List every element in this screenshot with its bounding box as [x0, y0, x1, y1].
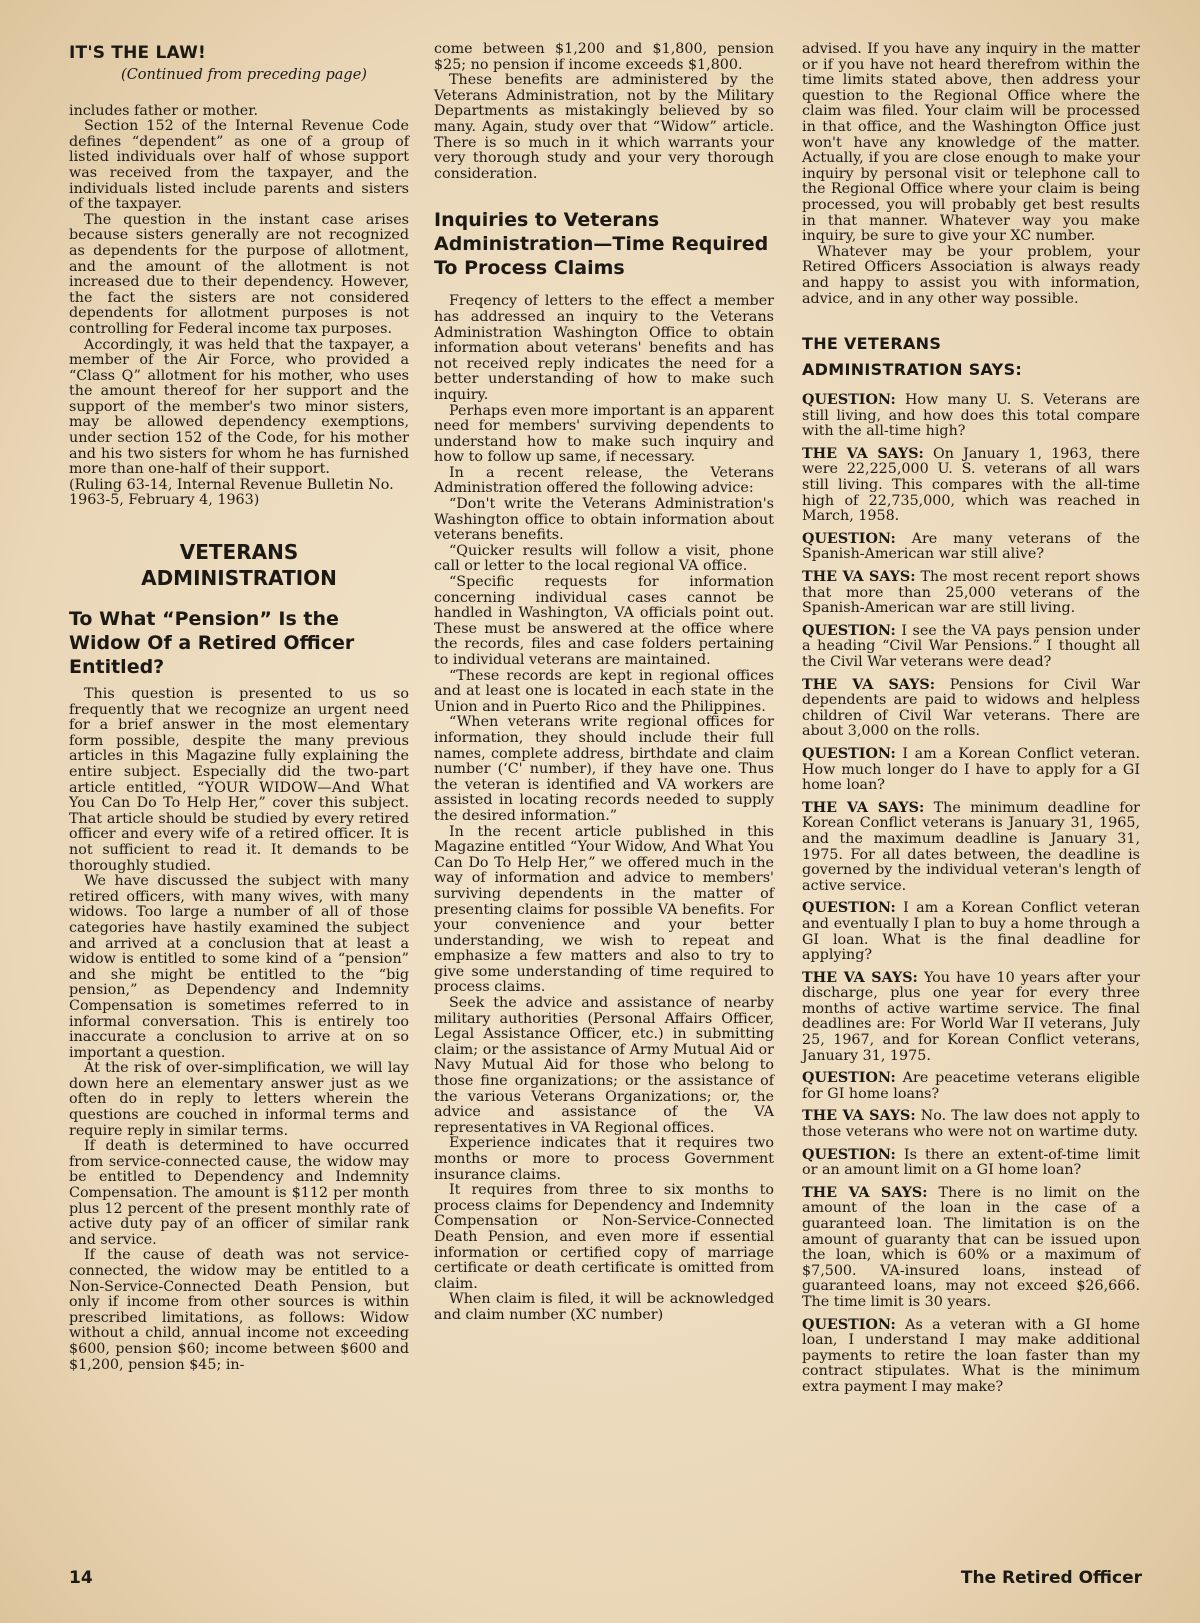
paragraph: Whatever may be your problem, your Retired Officers Association is always ready and happy to assist you with information, advice, and in any other way possible.: [802, 243, 1140, 307]
article-title: Inquiries to Veterans Administration—Time Required To Process Claims: [434, 209, 769, 280]
paragraph: We have discussed the subject with many retired officers, with many wives, with many widows. Too large a number of all of those categories have hastily examined the subject and arrived at a conclusion that at least a widow is entitled to some kind of a “pension” and she might be entitled to the “big pension,” as Dependency and Indemnity Compensation is sometimes referred to in informal conversation. This is entirely too inaccurate a conclusion to arrive at on so important a question.: [69, 873, 409, 1061]
entry-text: I see the VA pays pension under a heading “Civil War Pensions.” I thought all the Civil War veterans were dead?: [802, 622, 1141, 670]
paragraph: If the cause of death was not service-connected, the widow may be entitled to a Non-Service-Connected Death Pension, but only if income from other sources is within prescribed limitations, as follows: Widow without a child, annual income not exceeding $600, pension $60; income between $600 and $1,200, pension $45; in-: [69, 1247, 409, 1373]
entry-text: I am a Korean Conflict veteran and eventually I plan to buy a home through a GI loan. What is the final deadline for applying?: [802, 900, 1140, 964]
answer-label: THE VA SAYS:: [802, 969, 918, 986]
answer-label: THE VA SAYS:: [802, 799, 925, 816]
qa-list: [802, 393, 1140, 1395]
entry-text: You have 10 years after your discharge, plus one year for every three months of active wartime service. The final deadlines are: For World War II veterans, July 25, 1967, and for Korean Conflict veterans, January 31, 1975.: [802, 969, 1141, 1064]
quote-paragraph: “When veterans write regional offices for information, they should include their full names, complete address, birthdate and claim number (‘C' number), if they have one. Thus the veteran is identified and VA workers are assisted in locating records needed to supply the desired information.”: [434, 714, 774, 824]
continued-note: (Continued from preceding page): [121, 67, 367, 83]
paragraph: Section 152 of the Internal Revenue Code defines “dependent” as one of a group of listed individuals over half of whose support was received from the taxpayer, and the individuals listed include parents and sisters of the taxpayer.: [69, 118, 409, 213]
answer-entry: [802, 1186, 1140, 1311]
entry-text: Pensions for Civil War dependents are paid to widows and helpless children of Civil War veterans. There are about 3,000 on the rolls.: [802, 676, 1141, 740]
answer-entry: [802, 801, 1140, 895]
answer-entry: [802, 1109, 1140, 1140]
magazine-title: The Retired Officer: [960, 1568, 1142, 1588]
paragraph: Seek the advice and assistance of nearby military authorities (Personal Affairs Officer, Legal Assistance Officer, etc.) in submitting claim; or the assistance of Army Mutual Aid or Navy Mutual Aid for those who belong to those fine organizations; or the assistance of the various Veterans Organizations; or, the advice and assistance of the VA representatives in VA Regional offices.: [434, 995, 774, 1136]
quote-paragraph: “Quicker results will follow a visit, phone call or letter to the local regional VA office.: [434, 542, 774, 575]
entry-text: The most recent report shows that more than 25,000 veterans of the Spanish-American war are still living.: [802, 569, 1141, 617]
question-entry: [802, 747, 1140, 794]
column-2: [434, 42, 774, 1324]
entry-text: As a veteran with a GI home loan, I understand I may make additional payments to retire the loan faster than my contract stipulates. What is the minimum extra payment I may make?: [802, 1316, 1141, 1395]
answer-label: THE VA SAYS:: [802, 445, 924, 462]
answer-label: THE VA SAYS:: [802, 1108, 916, 1125]
paragraph: If death is determined to have occurred from service-connected cause, the widow may be entitled to Dependency and Indemnity Compensation. The amount is $112 per month plus 12 percent of the present monthly rate of active duty pay of an officer of similar rank and service.: [69, 1138, 409, 1248]
page-number: 14: [69, 1568, 93, 1588]
answer-entry: [802, 678, 1140, 740]
answer-entry: [802, 447, 1140, 525]
question-entry: [802, 393, 1140, 440]
quote-paragraph: “Specific requests for information concerning individual cases cannot be handled in Washington, VA officials point out. These must be answered at the office where the records, files and case folders pertaining to individual veterans are maintained.: [434, 574, 774, 668]
paragraph: advised. If you have any inquiry in the matter or if you have not heard therefrom within the time limits stated above, then address your question to the Regional Office where the claim was filed. Your claim will be processed in that office, and the Washington Office just won't have any knowledge of the matter. Actually, if you are close enough to make your inquiry by personal visit or telephone call to the Regional Office where your claim is being processed, you will probably get best results in that manner. Whatever way you make inquiry, be sure to give your XC number.: [802, 41, 1140, 245]
paragraph: Experience indicates that it requires two months or more to process Government insurance claims.: [434, 1135, 774, 1183]
paragraph: When claim is filed, it will be acknowledged and claim number (XC number): [434, 1291, 774, 1323]
entry-text: On January 1, 1963, there were 22,225,000 U. S. veterans of all wars still living. This compares with the all-time high of 22,735,000, which was reached in March, 1958.: [802, 445, 1140, 525]
answer-label: THE VA SAYS:: [802, 1184, 928, 1201]
question-label: QUESTION:: [802, 530, 896, 547]
question-entry: [802, 901, 1140, 963]
paragraph: This question is presented to us so frequently that we recognize an urgent need for a brief answer in the most elementary form possible, despite the many previous articles in this Magazine fully explaining the entire subject. Especially did the two-part article entitled, “YOUR WIDOW—And What You Can Do To Help Her,” cover this subject. That article should be studied by every retired officer and every wife of a retired officer. It is not sufficient to read it. It demands to be thoroughly studied.: [69, 686, 409, 874]
paragraph: These benefits are administered by the Veterans Administration, not by the Military Departments as mistakingly believed by so many. Again, study over that “Widow” article. There is so much in it which warrants your very thorough study and your very thorough consideration.: [434, 72, 774, 182]
entry-text: There is no limit on the amount of the loan in the case of a guaranteed loan. The limitation is on the amount of guaranty that can be issued upon the loan, which is 60% or a maximum of $7,500. VA-insured loans, instead of guaranteed loans, may not exceed $26,666. The time limit is 30 years.: [802, 1184, 1141, 1310]
entry-text: Are many veterans of the Spanish-American war still alive?: [802, 530, 1140, 563]
question-label: QUESTION:: [802, 622, 896, 639]
paragraph: The question in the instant case arises because sisters generally are not recognized as dependents for the purpose of allotment, and the amount of the allotment is not increased due to their dependency. However, the fact the sisters are not considered dependents for allotment purposes is not controlling for Federal income tax purposes.: [69, 211, 409, 337]
entry-text: Is there an extent-of-time limit or an amount limit on a GI home loan?: [802, 1146, 1141, 1179]
entry-text: How many U. S. Veterans are still living, and how does this total compare with the all-time high?: [802, 392, 1141, 440]
question-label: QUESTION:: [802, 900, 896, 917]
question-label: QUESTION:: [802, 1146, 896, 1163]
entry-text: I am a Korean Conflict veteran. How much longer do I have to apply for a GI home loan?: [802, 745, 1141, 794]
question-entry: [802, 532, 1140, 563]
entry-text: Are peacetime veterans eligible for GI home loans?: [802, 1070, 1141, 1102]
question-entry: [802, 624, 1140, 671]
paragraph: includes father or mother.: [69, 102, 259, 119]
section-title: THE VETERANS ADMINISTRATION SAYS:: [802, 334, 1023, 380]
paragraph: Accordingly, it was held that the taxpayer, a member of the Air Force, who provided a “Class Q” allotment for his mother, who uses the amount thereof for her support and the support of the member's two minor sisters, may be allowed dependency exemptions, under section 152 of the Code, for his mother and his two sisters for whom he has furnished more than one-half of their support.: [69, 336, 409, 478]
paragraph: In a recent release, the Veterans Administration offered the following advice:: [434, 464, 774, 497]
question-label: QUESTION:: [802, 392, 896, 409]
column-heading: IT'S THE LAW!: [69, 43, 206, 63]
paragraph: Perhaps even more important is an apparent need for members' surviving dependents to understand how to make such inquiry and how to follow up same, if necessary.: [434, 402, 774, 466]
ruling-citation: (Ruling 63-14, Internal Revenue Bulletin No. 1963-5, February 4, 1963): [69, 476, 394, 509]
paragraph: Freqency of letters to the effect a member has addressed an inquiry to the Veterans Administration Washington Office to obtain information about veterans' benefits and has not received reply indicates the need for a better understanding of how to make such inquiry.: [434, 293, 774, 403]
answer-entry: [802, 971, 1140, 1065]
paragraph: come between $1,200 and $1,800, pension $25; no pension if income exceeds $1,800.: [434, 41, 774, 73]
answer-label: THE VA SAYS:: [802, 676, 935, 693]
quote-paragraph: “These records are kept in regional offices and at least one is located in each state in the Union and in Puerto Rico and the Philippines.: [434, 667, 774, 715]
paragraph: At the risk of over-simplification, we will lay down here an elementary answer just as we often do in reply to letters wherein the questions are couched in informal terms and require reply in similar terms.: [69, 1060, 409, 1139]
answer-entry: [802, 570, 1140, 617]
entry-text: The minimum deadline for Korean Conflict veterans is January 31, 1965, and the maximum deadline is January 31, 1975. For all dates between, the deadline is governed by the individual veteran's length of active service.: [802, 799, 1141, 894]
entry-text: No. The law does not apply to those veterans who were not on wartime duty.: [802, 1108, 1141, 1141]
article-title: To What “Pension” Is the Widow Of a Retired Officer Entitled?: [69, 608, 355, 679]
question-label: QUESTION:: [802, 745, 896, 762]
question-label: QUESTION:: [802, 1070, 896, 1087]
paragraph: It requires from three to six months to process claims for Dependency and Indemnity Compensation or Non-Service-Connected Death Pension, and even more if essential information or certified copy of marriage certificate or death certificate is omitted from claim.: [434, 1182, 774, 1292]
question-entry: [802, 1318, 1140, 1396]
column-3: [802, 42, 1140, 1403]
question-label: QUESTION:: [802, 1316, 896, 1333]
answer-label: THE VA SAYS:: [802, 569, 916, 586]
quote-paragraph: “Don't write the Veterans Administration's Washington office to obtain information about veterans benefits.: [434, 496, 774, 544]
question-entry: [802, 1071, 1140, 1102]
question-entry: [802, 1148, 1140, 1179]
paragraph: In the recent article published in this Magazine entitled “Your Widow, And What You Can Do To Help Her,” we offered much in the way of information and advice to members' surviving dependents in the matter of presenting claims for possible VA benefits. For your convenience and your better understanding, we wish to repeat and emphasize a few matters and also to try to give some understanding of time required to process claims.: [434, 823, 774, 996]
column-1: [69, 42, 409, 1373]
section-title: VETERANS ADMINISTRATION: [141, 540, 337, 591]
